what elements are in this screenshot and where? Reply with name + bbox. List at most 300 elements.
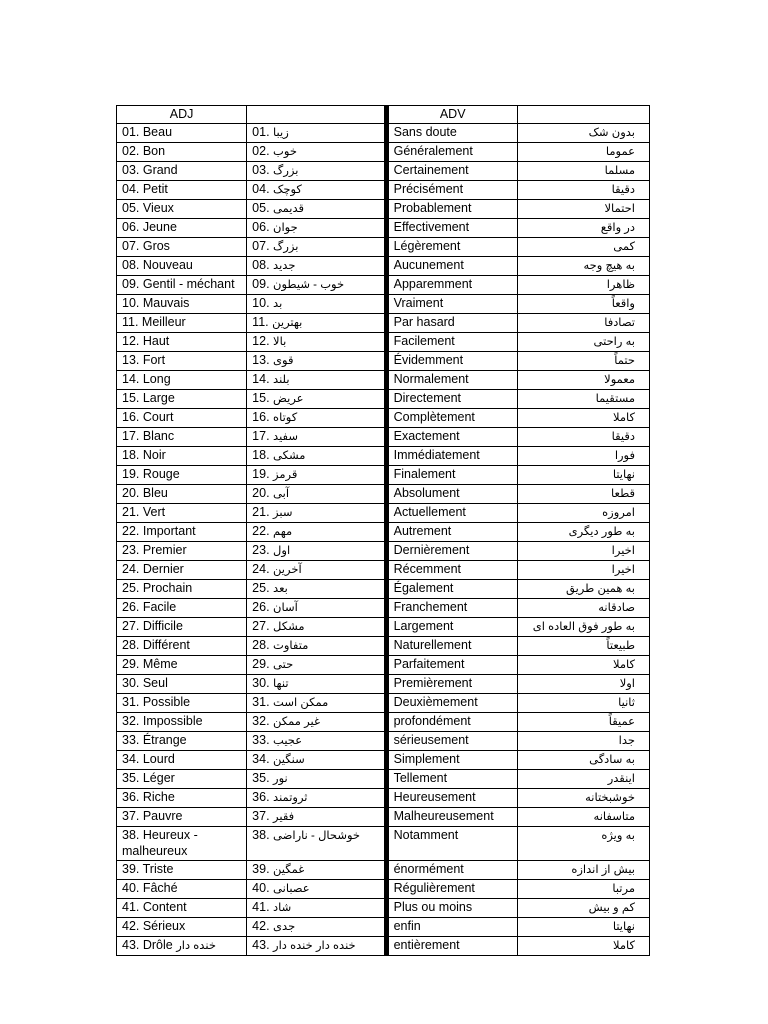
adverb-persian — [517, 466, 649, 485]
adjective-number: 37. — [252, 809, 270, 823]
adjective-french-text: 09. Gentil - méchant — [122, 277, 235, 291]
adverb-persian — [517, 861, 649, 880]
adjective-persian-text: بالا — [273, 336, 287, 348]
adjective-persian — [247, 143, 384, 162]
adjective-number: 03. — [252, 163, 270, 177]
table-row — [117, 409, 650, 428]
adjective-number: 18. — [252, 448, 270, 462]
adjective-french — [117, 333, 247, 352]
adjective-french — [117, 257, 247, 276]
adjective-number: 21. — [252, 505, 270, 519]
adverb-persian-text: ثانیا — [618, 697, 635, 709]
adverb-persian — [517, 219, 649, 238]
adverb-persian-text: به طور دیگری — [568, 526, 635, 538]
adjective-number: 33. — [252, 733, 270, 747]
table-row — [117, 200, 650, 219]
adverb-french: entièrement — [388, 937, 517, 956]
adjective-number: 34. — [252, 752, 270, 766]
adjective-number: 31. — [252, 695, 270, 709]
adverb-french: Aucunement — [388, 257, 517, 276]
adverb-french: Effectivement — [388, 219, 517, 238]
adjective-persian — [247, 675, 384, 694]
adverb-french: Sans doute — [388, 124, 517, 143]
adverb-persian-text: اخیرا — [611, 564, 635, 576]
adverb-french: Absolument — [388, 485, 517, 504]
adjective-french-text: 39. Triste — [122, 862, 174, 876]
adjective-number: 10. — [252, 296, 270, 310]
adverb-persian-text: طبیعتاً — [606, 640, 635, 652]
adjective-persian-text: عجیب — [273, 735, 303, 747]
adjective-persian-text: آبی — [273, 488, 290, 500]
adjective-persian-text: آسان — [273, 602, 298, 614]
adjective-persian — [247, 238, 384, 257]
adverb-french: Exactement — [388, 428, 517, 447]
adverb-persian — [517, 789, 649, 808]
adjective-french — [117, 694, 247, 713]
adverb-persian-text: بیش از اندازه — [571, 864, 635, 876]
adjective-persian-text: غیر ممکن — [273, 716, 320, 728]
adjective-persian-text: کوچک — [273, 184, 302, 196]
adjective-french-text: 42. Sérieux — [122, 919, 186, 933]
adjective-french — [117, 200, 247, 219]
adverb-persian-text: به همین طریق — [566, 583, 635, 595]
table-row — [117, 257, 650, 276]
adverb-persian — [517, 618, 649, 637]
adjective-persian — [247, 428, 384, 447]
adverb-persian-text: خوشبختانه — [585, 792, 635, 804]
adjective-french-text: 03. Grand — [122, 163, 178, 177]
adverb-persian — [517, 257, 649, 276]
adjective-number: 12. — [252, 334, 270, 348]
adjective-french-text: 12. Haut — [122, 334, 170, 348]
adjective-french-text: 16. Court — [122, 410, 174, 424]
adjective-number: 23. — [252, 543, 270, 557]
adverb-french: Directement — [388, 390, 517, 409]
adverb-french: Largement — [388, 618, 517, 637]
adverb-french: Apparemment — [388, 276, 517, 295]
adjective-french — [117, 162, 247, 181]
header-adv: ADV — [388, 106, 517, 124]
adverb-persian — [517, 523, 649, 542]
adjective-persian-text: زیبا — [273, 127, 289, 139]
adjective-french — [117, 124, 247, 143]
adverb-french: Notamment — [388, 827, 517, 861]
adjective-persian-text: مشکل — [273, 621, 305, 633]
adverb-persian — [517, 580, 649, 599]
adjective-french — [117, 219, 247, 238]
vocabulary-table — [116, 105, 650, 956]
adverb-persian-text: به هیچ وجه — [583, 260, 635, 272]
adjective-persian — [247, 751, 384, 770]
adjective-french-text: 11. Meilleur — [122, 315, 186, 329]
adverb-persian — [517, 770, 649, 789]
adjective-number: 17. — [252, 429, 270, 443]
table-row — [117, 124, 650, 143]
adjective-number: 19. — [252, 467, 270, 481]
adjective-persian — [247, 808, 384, 827]
adjective-french-text: 24. Dernier — [122, 562, 184, 576]
adverb-persian — [517, 713, 649, 732]
adjective-french — [117, 143, 247, 162]
adjective-persian-text: بزرگ — [273, 165, 299, 177]
adjective-french — [117, 428, 247, 447]
adverb-french: sérieusement — [388, 732, 517, 751]
adjective-french — [117, 390, 247, 409]
table-row — [117, 751, 650, 770]
adverb-persian — [517, 918, 649, 937]
adjective-number: 32. — [252, 714, 270, 728]
adjective-persian — [247, 580, 384, 599]
adverb-french: Heureusement — [388, 789, 517, 808]
table-row — [117, 827, 650, 861]
adjective-persian-text: خنده دار خنده دار — [273, 940, 356, 952]
adjective-persian — [247, 770, 384, 789]
table-row — [117, 937, 650, 956]
adjective-persian — [247, 333, 384, 352]
table-row — [117, 219, 650, 238]
adverb-persian-text: کاملا — [612, 940, 635, 952]
adverb-french: Vraiment — [388, 295, 517, 314]
adjective-persian — [247, 504, 384, 523]
adjective-number: 38. — [252, 828, 270, 842]
adverb-french: Évidemment — [388, 352, 517, 371]
adjective-french — [117, 409, 247, 428]
adjective-persian — [247, 789, 384, 808]
adverb-persian-text: فورا — [614, 450, 635, 462]
adverb-persian — [517, 162, 649, 181]
adjective-french — [117, 880, 247, 899]
adjective-persian-text: مشکی — [273, 450, 306, 462]
adjective-persian-text: متفاوت — [273, 640, 309, 652]
table-row — [117, 599, 650, 618]
adjective-french — [117, 485, 247, 504]
adverb-persian-text: جدا — [618, 735, 635, 747]
adjective-french — [117, 713, 247, 732]
adjective-number: 24. — [252, 562, 270, 576]
adjective-number: 20. — [252, 486, 270, 500]
table-row — [117, 732, 650, 751]
adverb-persian — [517, 561, 649, 580]
table-row — [117, 637, 650, 656]
adverb-french: Actuellement — [388, 504, 517, 523]
adverb-french: Franchement — [388, 599, 517, 618]
adjective-french-text: 15. Large — [122, 391, 175, 405]
adverb-persian — [517, 333, 649, 352]
adjective-number: 14. — [252, 372, 270, 386]
table-row — [117, 466, 650, 485]
adjective-persian-text: سبز — [273, 507, 293, 519]
adjective-french-text: 40. Fâché — [122, 881, 178, 895]
table-row — [117, 371, 650, 390]
adjective-number: 06. — [252, 220, 270, 234]
adverb-persian-text: اخیرا — [611, 545, 635, 557]
adjective-persian — [247, 390, 384, 409]
table-row — [117, 314, 650, 333]
adverb-persian — [517, 637, 649, 656]
header-adj: ADJ — [117, 106, 247, 124]
adjective-french-text: 37. Pauvre — [122, 809, 183, 823]
adjective-number: 09. — [252, 277, 270, 291]
adjective-french — [117, 523, 247, 542]
adjective-persian — [247, 162, 384, 181]
adjective-french-note: خنده دار — [176, 940, 216, 952]
table-row — [117, 181, 650, 200]
adjective-number: 42. — [252, 919, 270, 933]
adjective-number: 13. — [252, 353, 270, 367]
adjective-persian — [247, 181, 384, 200]
adjective-persian-text: بد — [273, 298, 283, 310]
adverb-persian-text: اولا — [619, 678, 635, 690]
table-row — [117, 808, 650, 827]
adverb-persian-text: مرتبا — [612, 883, 635, 895]
adverb-persian-text: عموما — [605, 146, 635, 158]
adverb-persian-text: به سادگی — [589, 754, 635, 766]
adjective-french-text: 27. Difficile — [122, 619, 183, 633]
adjective-french-text: 34. Lourd — [122, 752, 175, 766]
adverb-french: Légèrement — [388, 238, 517, 257]
adjective-persian — [247, 295, 384, 314]
table-row — [117, 561, 650, 580]
adjective-persian — [247, 880, 384, 899]
adverb-persian-text: به طور فوق العاده ای — [532, 621, 635, 633]
adjective-french-text: 33. Étrange — [122, 733, 187, 747]
adjective-french — [117, 656, 247, 675]
adjective-number: 28. — [252, 638, 270, 652]
table-row — [117, 485, 650, 504]
adjective-number: 41. — [252, 900, 270, 914]
adverb-french: profondément — [388, 713, 517, 732]
adverb-persian-text: واقعاً — [611, 298, 635, 310]
adverb-persian-text: به ویژه — [601, 830, 635, 842]
adjective-persian-text: قرمز — [273, 469, 298, 481]
adjective-french — [117, 827, 247, 861]
adjective-french — [117, 808, 247, 827]
adverb-french: Généralement — [388, 143, 517, 162]
adjective-persian — [247, 352, 384, 371]
adverb-french: Deuxièmement — [388, 694, 517, 713]
adjective-persian-text: قدیمی — [273, 203, 305, 215]
adjective-persian-text: بهترین — [272, 317, 303, 329]
adjective-french-text: 35. Léger — [122, 771, 175, 785]
adverb-persian — [517, 880, 649, 899]
adjective-persian-text: فقیر — [273, 811, 295, 823]
adjective-number: 40. — [252, 881, 270, 895]
adverb-french: Facilement — [388, 333, 517, 352]
adjective-persian — [247, 219, 384, 238]
adverb-persian-text: در واقع — [600, 222, 635, 234]
adverb-persian-text: صادقانه — [598, 602, 635, 614]
adjective-persian — [247, 371, 384, 390]
adjective-french — [117, 466, 247, 485]
adjective-french-text: 28. Différent — [122, 638, 190, 652]
adjective-french-text: 38. Heureux - malheureux — [122, 828, 198, 858]
adverb-persian-text: احتمالا — [604, 203, 635, 215]
adverb-persian — [517, 447, 649, 466]
adjective-french-text: 13. Fort — [122, 353, 166, 367]
adjective-french — [117, 447, 247, 466]
adjective-french-text: 26. Facile — [122, 600, 177, 614]
adverb-french: Finalement — [388, 466, 517, 485]
adverb-persian-text: دقیقا — [611, 184, 635, 196]
adverb-persian-text: عمیقاً — [608, 716, 635, 728]
adjective-persian — [247, 918, 384, 937]
adjective-french-text: 01. Beau — [122, 125, 173, 139]
adjective-french — [117, 181, 247, 200]
adjective-french-text: 14. Long — [122, 372, 171, 386]
adjective-persian-text: تنها — [273, 678, 289, 690]
adjective-french — [117, 732, 247, 751]
adverb-persian-text: کمی — [613, 241, 635, 253]
adverb-persian-text: به راحتی — [593, 336, 635, 348]
table-row — [117, 618, 650, 637]
adverb-persian — [517, 314, 649, 333]
adjective-french — [117, 314, 247, 333]
adjective-persian-text: سنگین — [273, 754, 305, 766]
adjective-french-text: 19. Rouge — [122, 467, 180, 481]
adjective-persian-text: بلند — [273, 374, 290, 386]
adverb-persian-text: متاسفانه — [593, 811, 635, 823]
adverb-persian-text: قطعا — [611, 488, 635, 500]
adjective-persian — [247, 561, 384, 580]
adjective-number: 26. — [252, 600, 270, 614]
adverb-french: Également — [388, 580, 517, 599]
adjective-french-text: 23. Premier — [122, 543, 187, 557]
adjective-french — [117, 238, 247, 257]
adjective-persian-text: بزرگ — [273, 241, 299, 253]
adverb-persian — [517, 428, 649, 447]
adjective-french-text: 21. Vert — [122, 505, 166, 519]
adverb-persian — [517, 675, 649, 694]
adjective-french-text: 43. Drôle — [122, 938, 173, 952]
table-row — [117, 789, 650, 808]
adjective-french-text: 36. Riche — [122, 790, 175, 804]
adverb-persian — [517, 827, 649, 861]
adjective-french-text: 20. Bleu — [122, 486, 168, 500]
adjective-french-text: 30. Seul — [122, 676, 168, 690]
adverb-french: Premièrement — [388, 675, 517, 694]
adjective-persian — [247, 827, 384, 861]
adjective-french-text: 05. Vieux — [122, 201, 174, 215]
adjective-persian — [247, 409, 384, 428]
adjective-persian-text: کوتاه — [273, 412, 298, 424]
adverb-persian — [517, 124, 649, 143]
adjective-number: 25. — [252, 581, 270, 595]
adverb-french: Tellement — [388, 770, 517, 789]
adverb-persian-text: بدون شک — [588, 127, 635, 139]
adverb-french: Simplement — [388, 751, 517, 770]
table-row — [117, 390, 650, 409]
table-row — [117, 861, 650, 880]
adjective-french — [117, 770, 247, 789]
adjective-persian-text: جدی — [273, 921, 296, 933]
adverb-french: Normalement — [388, 371, 517, 390]
adverb-french: Par hasard — [388, 314, 517, 333]
adjective-persian-text: سفید — [273, 431, 299, 443]
adverb-french: Autrement — [388, 523, 517, 542]
adverb-french: Naturellement — [388, 637, 517, 656]
adjective-persian-text: شاد — [273, 902, 292, 914]
adjective-french — [117, 599, 247, 618]
adverb-french: Immédiatement — [388, 447, 517, 466]
adverb-persian-text: مستقیما — [595, 393, 635, 405]
adverb-persian — [517, 181, 649, 200]
adjective-persian — [247, 694, 384, 713]
adjective-persian — [247, 124, 384, 143]
adjective-persian — [247, 637, 384, 656]
adjective-persian — [247, 861, 384, 880]
adverb-french: Parfaitement — [388, 656, 517, 675]
adverb-french: Complètement — [388, 409, 517, 428]
adverb-persian-text: نهایتا — [612, 921, 635, 933]
table-row — [117, 447, 650, 466]
table-row — [117, 333, 650, 352]
adjective-persian — [247, 485, 384, 504]
adjective-persian-text: غمگین — [273, 864, 305, 876]
adjective-persian — [247, 656, 384, 675]
adjective-number: 27. — [252, 619, 270, 633]
adverb-persian-text: کاملا — [612, 412, 635, 424]
table-row — [117, 162, 650, 181]
adjective-french-text: 41. Content — [122, 900, 187, 914]
adjective-french — [117, 637, 247, 656]
adverb-persian — [517, 143, 649, 162]
adverb-persian — [517, 371, 649, 390]
adverb-persian — [517, 808, 649, 827]
adjective-number: 16. — [252, 410, 270, 424]
adjective-french — [117, 276, 247, 295]
adjective-french — [117, 861, 247, 880]
table-row — [117, 675, 650, 694]
adjective-number: 39. — [252, 862, 270, 876]
adjective-persian — [247, 599, 384, 618]
adjective-french-text: 06. Jeune — [122, 220, 177, 234]
table-row — [117, 276, 650, 295]
table-row — [117, 918, 650, 937]
adjective-persian — [247, 523, 384, 542]
table-row — [117, 713, 650, 732]
adverb-persian-text: حتماً — [614, 355, 635, 367]
adjective-number: 35. — [252, 771, 270, 785]
adjective-persian — [247, 618, 384, 637]
adjective-number: 15. — [252, 391, 270, 405]
adjective-persian-text: قوی — [273, 355, 294, 367]
adverb-persian — [517, 599, 649, 618]
adjective-french — [117, 542, 247, 561]
adjective-french — [117, 504, 247, 523]
table-row — [117, 580, 650, 599]
adjective-french-text: 10. Mauvais — [122, 296, 190, 310]
adjective-french-text: 32. Impossible — [122, 714, 203, 728]
adverb-persian-text: معمولا — [604, 374, 635, 386]
adjective-french-text: 17. Blanc — [122, 429, 175, 443]
adjective-french-text: 04. Petit — [122, 182, 168, 196]
table-row — [117, 238, 650, 257]
adverb-persian-text: نهایتا — [612, 469, 635, 481]
adverb-persian — [517, 937, 649, 956]
table-row — [117, 542, 650, 561]
adjective-persian-text: خوب — [273, 146, 297, 158]
adverb-persian-text: اینقدر — [607, 773, 635, 785]
adjective-persian-text: خوشحال - ناراضی — [273, 830, 361, 842]
adjective-persian — [247, 200, 384, 219]
adjective-persian-text: اول — [273, 545, 291, 557]
adjective-number: 07. — [252, 239, 270, 253]
adverb-persian — [517, 542, 649, 561]
adjective-persian — [247, 447, 384, 466]
adjective-number: 04. — [252, 182, 270, 196]
table-row — [117, 352, 650, 371]
adjective-persian-text: عصبانی — [273, 883, 310, 895]
